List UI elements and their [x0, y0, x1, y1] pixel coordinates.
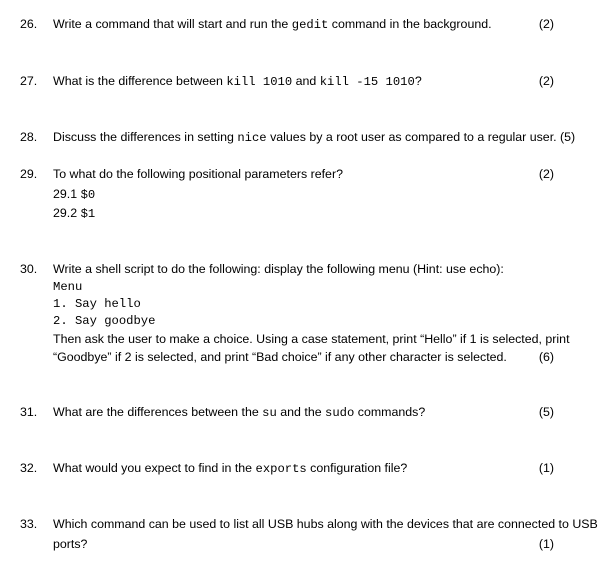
- marks: (2): [538, 74, 554, 88]
- question-number: 27.: [20, 74, 38, 88]
- question-text: [53, 130, 575, 145]
- question-number: 33.: [20, 517, 38, 531]
- question-number: 29.: [20, 167, 38, 181]
- marks: (6): [538, 350, 554, 364]
- code-param: $0: [80, 188, 96, 202]
- menu-line: 2. Say goodbye: [53, 314, 156, 328]
- question-text-continued: “Goodbye” if 2 is selected, and print “Bad choice” if any other character is selected.: [53, 350, 507, 364]
- question-text: [53, 74, 422, 89]
- text-part: What are the differences between the: [53, 405, 263, 419]
- text-part: configuration file?: [306, 461, 408, 475]
- marks: (1): [538, 461, 554, 475]
- sub-label: 29.1: [53, 187, 81, 201]
- text-part: What would you expect to find in the: [53, 461, 256, 475]
- code-param: $1: [80, 207, 96, 221]
- question-text-continued: Then ask the user to make a choice. Using a case statement, print “Hello” if 1 is selected, print: [53, 332, 570, 346]
- code-su: su: [262, 406, 277, 420]
- marks: (5): [538, 405, 554, 419]
- question-number: 31.: [20, 405, 38, 419]
- question-number: 28.: [20, 130, 38, 144]
- code-nice: nice: [237, 131, 267, 145]
- text-part: ?: [414, 74, 422, 88]
- text-part: Write a command that will start and run the: [53, 17, 292, 31]
- text-part: commands?: [354, 405, 426, 419]
- question-text: [53, 405, 425, 420]
- text-part: and the: [276, 405, 326, 419]
- marks: (2): [538, 167, 554, 181]
- text-part: values by a root user as compared to a regular user. (5): [266, 130, 576, 144]
- marks: (2): [538, 17, 554, 31]
- code-kill-15: kill -15 1010: [319, 75, 415, 89]
- code-gedit: gedit: [291, 18, 329, 32]
- sub-question-29-2: [53, 206, 95, 221]
- question-text-continued: ports?: [53, 537, 88, 551]
- menu-line: Menu: [53, 280, 83, 294]
- code-sudo: sudo: [325, 406, 355, 420]
- question-number: 32.: [20, 461, 38, 475]
- text-part: command in the background.: [328, 17, 492, 31]
- question-text: [53, 461, 407, 476]
- text-part: and: [292, 74, 320, 88]
- text-part: Discuss the differences in setting: [53, 130, 238, 144]
- question-number: 30.: [20, 262, 38, 276]
- sub-question-29-1: [53, 187, 95, 202]
- text-part: What is the difference between: [53, 74, 227, 88]
- code-exports: exports: [255, 462, 307, 476]
- question-number: 26.: [20, 17, 38, 31]
- marks: (1): [538, 537, 554, 551]
- question-text: To what do the following positional parameters refer?: [53, 167, 343, 181]
- sub-label: 29.2: [53, 206, 81, 220]
- question-text: [53, 17, 492, 32]
- question-text: Write a shell script to do the following: display the following menu (Hint: use echo):: [53, 262, 504, 276]
- menu-line: 1. Say hello: [53, 297, 141, 311]
- question-text: Which command can be used to list all USB hubs along with the devices that are connected to USB: [53, 517, 598, 531]
- code-kill: kill 1010: [226, 75, 293, 89]
